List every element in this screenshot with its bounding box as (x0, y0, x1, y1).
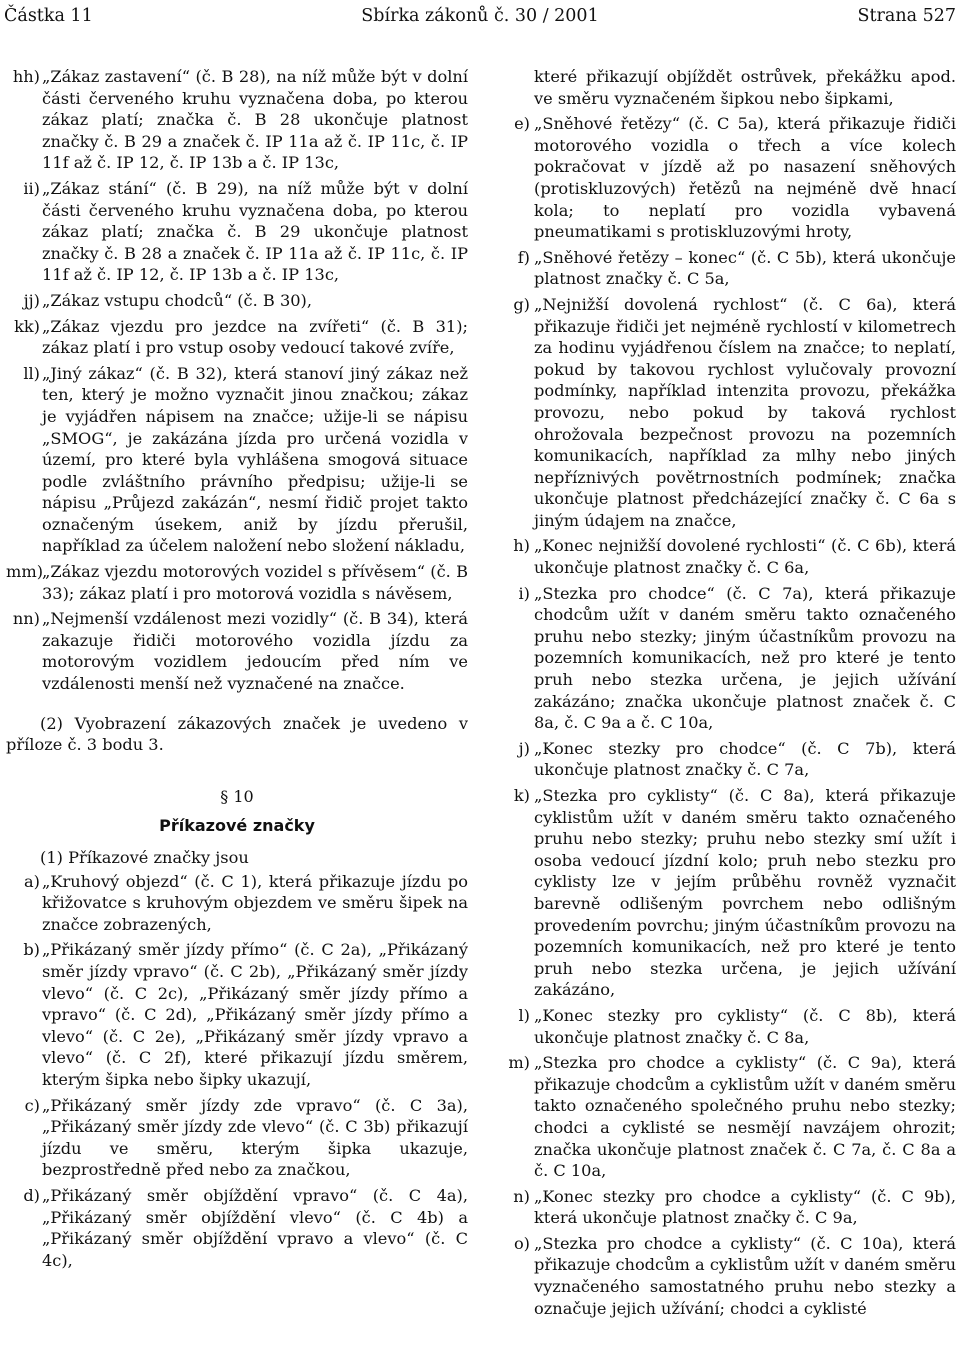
item-text: „Konec stezky pro cyklisty“ (č. C 8b), která ukončuje platnost značky č. C 8a, (534, 1005, 956, 1047)
list-item (500, 247, 956, 290)
item-label: e) (514, 114, 530, 134)
item-text: „Sněhové řetězy – konec“ (č. C 5b), která ukončuje platnost značky č. C 5a, (534, 247, 956, 289)
item-text: „Stezka pro chodce a cyklisty“ (č. C 10a), která přikazuje chodcům a cyklistům užít v daném směru vyznačeného samostatného pruhu nebo stezky a označuje jejich užívání; chodci a cyklisté (534, 1233, 956, 1318)
item-text: „Kruhový objezd“ (č. C 1), která přikazuje jízdu po křižovatce s kruhovým objezdem ve směru šipek na značce zobrazených, (42, 871, 468, 934)
item-label: c) (24, 1095, 40, 1115)
item-text: „Přikázaný směr jízdy zde vpravo“ (č. C 3a), „Přikázaný směr jízdy zde vlevo“ (č. C 3b) přikazují jízdu ve směru, kterým šipka ukazuje, bezprostředně před nebo za značkou, (42, 1095, 468, 1180)
item-text: „Stezka pro chodce a cyklisty“ (č. C 9a), která přikazuje chodcům a cyklistům užít v daném směru takto označeného společného pruhu nebo stezky; chodci a cyklisté se nesmějí navzájem ohrozit; značka ukončuje platnost značek č. C 7a, č. C 8a a č. C 10a, (534, 1053, 956, 1181)
section-title: Příkazové značky (159, 816, 315, 836)
list-item (6, 316, 468, 359)
header-page-number: Strana 527 (857, 6, 956, 27)
header-collection-title: Sbírka zákonů č. 30 / 2001 (361, 6, 599, 27)
list-item (500, 1186, 956, 1229)
list-item (6, 871, 468, 936)
item-label: d) (23, 1185, 40, 1205)
list-item (6, 363, 468, 557)
list-item (500, 535, 956, 578)
page-header (4, 2, 956, 32)
item-text: „Jiný zákaz“ (č. B 32), která stanoví jiný zákaz než ten, který je možno vyznačit jinou značkou; zákaz je vyjádřen nápisem na značce; užije-li se nápisu „SMOG“, je zakázána jízda pro určená vozidla v území, pro které byla vyhlášena smogová situace podle zvláštního právního předpisu; užije-li se nápisu „Průjezd zakázán“, nesmí řidič projet takto označeným úsekem, aniž by jízdu přerušil, například za účelem naložení nebo složení nákladu, (42, 363, 468, 556)
item-label: hh) (12, 67, 40, 86)
item-label: h) (513, 536, 530, 556)
list-item (500, 1005, 956, 1048)
item-text: „Přikázaný směr objíždění vpravo“ (č. C 4a), „Přikázaný směr objíždění vlevo“ (č. C 4b) a „Přikázaný směr objíždění vpravo a vlevo“ (č. C 4c), (42, 1185, 468, 1270)
item-text: „Zákaz stání“ (č. B 29), na níž může být v dolní části červeného kruhu vyznačena doba, po kterou zákaz platí; značka č. B 29 ukončuje platnost značky č. B 28 a značek č. IP 11a až č. IP 11c, č. IP 11f až č. IP 12, č. IP 13b a č. IP 13c, (42, 178, 468, 285)
item-text: „Zákaz zastavení“ (č. B 28), na níž může být v dolní části červeného kruhu vyznačena doba, po kterou zákaz platí; značka č. B 28 ukončuje platnost značky č. B 29 a značek č. IP 11a až č. IP 11c, č. IP 11f až č. IP 12, č. IP 13b a č. IP 13c, (42, 67, 468, 173)
list-item (6, 1185, 468, 1271)
left-column (6, 66, 468, 1275)
list-item (500, 785, 956, 1001)
list-item-continuation (500, 66, 956, 109)
item-text: „Nejnižší dovolená rychlost“ (č. C 6a), která přikazuje řidiči jet nejméně rychlostí v kilometrech za hodinu vyjádřenou číslem na značce; to neplatí, pokud by takovou rychlost vylučovaly provozní podmínky, například intenzita provozu, překážka provozu, nebo pokud by taková rychlost ohrožovala bezpečnost provozu na pozemních komunikacích, například za mlhy nebo jiných nepříznivých povětrnostních podmínek; značka ukončuje platnost předcházející značky č. C 6a s jiným údajem na značce, (534, 294, 956, 530)
list-item (6, 178, 468, 286)
list-item (500, 738, 956, 781)
section-number: § 10 (220, 786, 254, 806)
item-text: „Stezka pro chodce“ (č. C 7a), která přikazuje chodcům užít v daném směru takto označeného pruhu nebo stezky; jiným účastníkům provozu na pozemních komunikacích, než pro které je tento pruh nebo stezka určena, je jejich užívání zakázáno; značka ukončuje platnost značek č. C 8a, č. C 9a a č. C 10a, (534, 583, 956, 733)
item-text: „Přikázaný směr jízdy přímo“ (č. C 2a), „Přikázaný směr jízdy vpravo“ (č. C 2b), „Přikázaný směr jízdy vlevo“ (č. C 2c), „Přikázaný směr jízdy přímo a vpravo“ (č. C 2d), „Přikázaný směr jízdy přímo a vlevo“ (č. C 2e), „Přikázaný směr jízdy vpravo a vlevo“ (č. C 2f), které přikazují jízdu směrem, kterým šipka nebo šipky ukazují, (42, 940, 468, 1089)
list-item (6, 66, 468, 174)
list-item (6, 290, 468, 312)
item-label: a) (24, 871, 40, 891)
item-label: n) (513, 1186, 530, 1206)
list-item (500, 583, 956, 734)
right-column (500, 66, 956, 1323)
list-item (500, 1052, 956, 1182)
item-label: kk) (14, 316, 40, 336)
item-text: „Zákaz vjezdu pro jezdce na zvířeti“ (č. B 31); zákaz platí i pro vstup osoby vedoucí takové zvíře, (42, 316, 468, 358)
item-label: ll) (23, 363, 40, 383)
item-label: mm) (6, 562, 44, 582)
item-label: k) (513, 786, 530, 805)
item-label: o) (513, 1233, 530, 1253)
list-item (6, 561, 468, 604)
item-text: „Konec nejnižší dovolené rychlosti“ (č. C 6b), která ukončuje platnost značky č. C 6a, (534, 536, 956, 578)
item-label: g) (513, 294, 530, 314)
section-intro: (1) Příkazové značky jsou (40, 848, 249, 867)
item-label: nn) (12, 609, 40, 629)
item-label: i) (518, 583, 530, 603)
item-text: „Zákaz vjezdu motorových vozidel s přívěsem“ (č. B 33); zákaz platí i pro motorová vozidla s návěsem, (42, 562, 468, 603)
item-label: jj) (23, 290, 40, 310)
item-label: m) (508, 1053, 530, 1073)
item-text: „Nejmenší vzdálenost mezi vozidly“ (č. B 34), která zakazuje řidiči motorového vozidla jízdu za motorovým vozidlem jedoucím před ním ve vzdálenosti menší než vyznačené na značce. (42, 609, 468, 694)
paragraph-2: (2) Vyobrazení zákazových značek je uvedeno v příloze č. 3 bodu 3. (6, 713, 468, 755)
item-label: l) (518, 1005, 530, 1025)
item-text: „Konec stezky pro chodce a cyklisty“ (č. C 9b), která ukončuje platnost značky č. C 9a, (534, 1186, 956, 1228)
item-text: které přikazují objíždět ostrůvek, překážku apod. ve směru vyznačeném šipkou nebo šipkami, (534, 67, 956, 108)
item-text: „Konec stezky pro chodce“ (č. C 7b), která ukončuje platnost značky č. C 7a, (534, 738, 956, 780)
item-text: „Stezka pro cyklisty“ (č. C 8a), která přikazuje cyklistům užít v daném směru takto označeného pruhu nebo stezky; pruhu nebo stezky smí užít i osoba vedoucí jízdní kolo; pruh nebo stezku pro cyklisty lze v jejím průběhu rovněž vyznačit barevně odlišeným povrchem nebo odlišným provedením povrchu; jiným účastníkům provozu na pozemních komunikacích, než pro které je tento pruh nebo stezka určena, je jejich užívání zakázáno, (534, 786, 956, 1000)
list-item (6, 608, 468, 694)
item-label: ii) (23, 178, 40, 198)
item-label: b) (23, 940, 40, 960)
item-label: j) (518, 738, 530, 758)
item-text: „Zákaz vstupu chodců“ (č. B 30), (42, 290, 313, 310)
list-item (500, 113, 956, 243)
item-text: „Sněhové řetězy“ (č. C 5a), která přikazuje řidiči motorového vozidla o třech a více kolech pokračovat v jízdě až po nasazení sněhových (protiskluzových) řetězů na nejméně dvě hnací kola; to neplatí pro vozidla vybavená pneumatikami s protiskluzovými hroty, (534, 114, 956, 242)
list-item (500, 294, 956, 532)
list-item (6, 939, 468, 1090)
list-item (6, 1095, 468, 1181)
item-label: f) (517, 247, 530, 267)
list-item (500, 1233, 956, 1319)
header-part: Částka 11 (4, 6, 93, 27)
